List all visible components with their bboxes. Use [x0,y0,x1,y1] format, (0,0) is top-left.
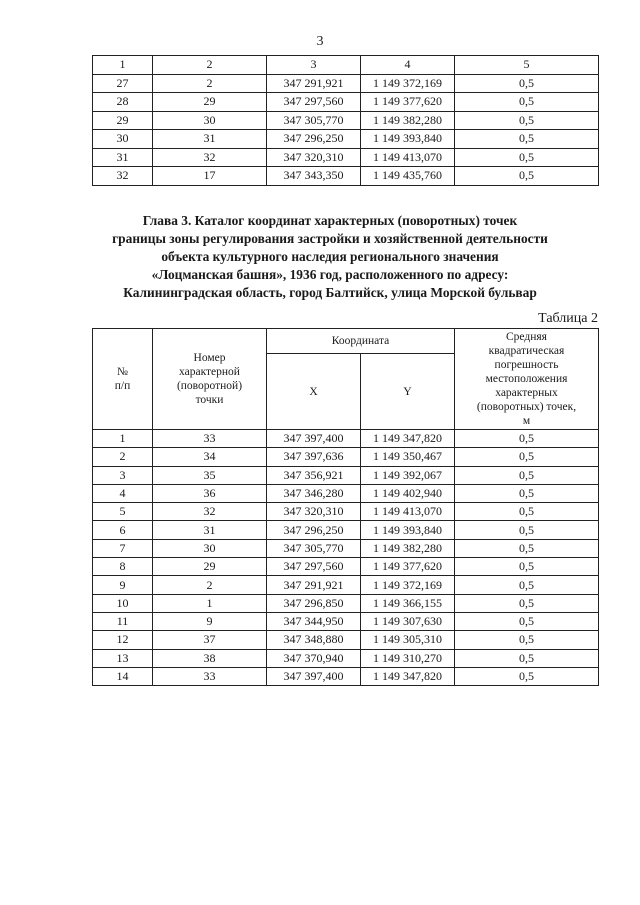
table-cell: 0,5 [455,576,599,594]
table-cell: 32 [153,148,267,167]
table-cell: 0,5 [455,484,599,502]
table-cell: 347 296,850 [267,594,361,612]
table-row [93,130,599,149]
table-cell: 1 149 377,620 [361,93,455,112]
table-cell: 0,5 [455,667,599,685]
table-cell: 1 149 366,155 [361,594,455,612]
table-cell: 0,5 [455,631,599,649]
table-cell: 2 [153,74,267,93]
table-cell: 2 [153,576,267,594]
table-cell: 1 149 347,820 [361,667,455,685]
table-cell: 347 356,921 [267,466,361,484]
table-cell: 347 397,400 [267,667,361,685]
table-cell: 28 [93,93,153,112]
table-cell: 1 149 310,270 [361,649,455,667]
table-cell: 1 149 377,620 [361,558,455,576]
table-row [93,576,599,594]
header-number: № п/п [93,329,153,430]
table-cell: 13 [93,649,153,667]
table-cell: 347 370,940 [267,649,361,667]
table-cell: 347 348,880 [267,631,361,649]
table-cell: 0,5 [455,521,599,539]
table-cell: 0,5 [455,558,599,576]
table-header-row [93,56,599,75]
table-cell: 33 [153,430,267,448]
table-header-cell: 3 [267,56,361,75]
table-cell: 30 [153,539,267,557]
heading-line: границы зоны регулирования застройки и хозяйственной деятельности [112,231,548,246]
table-cell: 0,5 [455,649,599,667]
table-cell: 35 [153,466,267,484]
table-cell: 1 149 305,310 [361,631,455,649]
table-cell: 0,5 [455,148,599,167]
table-cell: 27 [93,74,153,93]
header-x: X [267,354,361,430]
table-cell: 34 [153,448,267,466]
table-cell: 29 [93,111,153,130]
table-cell: 347 320,310 [267,503,361,521]
table-header-cell: 4 [361,56,455,75]
table-cell: 347 397,400 [267,430,361,448]
table-cell: 1 149 393,840 [361,521,455,539]
table-cell: 1 149 372,169 [361,74,455,93]
table-row [93,111,599,130]
table-cell: 347 296,250 [267,521,361,539]
table-cell: 0,5 [455,74,599,93]
table-cell: 12 [93,631,153,649]
table-cell: 347 320,310 [267,148,361,167]
table-row [93,649,599,667]
table-header-cell: 5 [455,56,599,75]
table-cell: 0,5 [455,430,599,448]
table-cell: 37 [153,631,267,649]
table-cell: 0,5 [455,93,599,112]
table-row [93,558,599,576]
table-cell: 1 149 393,840 [361,130,455,149]
table-cell: 1 149 350,467 [361,448,455,466]
table-cell: 11 [93,612,153,630]
table-cell: 0,5 [455,466,599,484]
table-cell: 2 [93,448,153,466]
table-cell: 347 296,250 [267,130,361,149]
heading-line: «Лоцманская башня», 1936 год, расположенного по адресу: [151,267,509,282]
table-cell: 0,5 [455,539,599,557]
table-cell: 347 305,770 [267,539,361,557]
table-cell: 1 [93,430,153,448]
table-cell: 38 [153,649,267,667]
coordinates-table [92,328,599,686]
chapter-heading [60,212,600,302]
table-header-cell: 2 [153,56,267,75]
table-cell: 31 [153,130,267,149]
table-row [93,167,599,186]
table-row [93,521,599,539]
table-row [93,594,599,612]
table-cell: 1 149 372,169 [361,576,455,594]
table-cell: 347 291,921 [267,74,361,93]
table-row [93,631,599,649]
table-cell: 3 [93,466,153,484]
table-row [93,503,599,521]
heading-line: Глава 3. Каталог координат характерных (поворотных) точек [142,213,518,228]
table-cell: 347 344,950 [267,612,361,630]
table-cell: 1 149 392,067 [361,466,455,484]
table-cell: 347 397,636 [267,448,361,466]
table-row [93,448,599,466]
table-cell: 347 346,280 [267,484,361,502]
table-row [93,612,599,630]
table-cell: 347 297,560 [267,93,361,112]
table-cell: 1 149 307,630 [361,612,455,630]
table-row [93,148,599,167]
table-cell: 1 149 402,940 [361,484,455,502]
header-point-number: Номер характерной (поворотной) точки [153,329,267,430]
page-number: 3 [316,34,324,49]
table-row [93,74,599,93]
table-cell: 347 305,770 [267,111,361,130]
table-cell: 1 149 435,760 [361,167,455,186]
header-coordinate: Координата [267,329,455,354]
table-cell: 1 [153,594,267,612]
table-cell: 31 [93,148,153,167]
table-cell: 1 149 382,280 [361,111,455,130]
table-cell: 7 [93,539,153,557]
table-cell: 14 [93,667,153,685]
table-cell: 1 149 413,070 [361,503,455,521]
table-cell: 29 [153,93,267,112]
table-row [93,430,599,448]
table-cell: 30 [153,111,267,130]
header-y: Y [361,354,455,430]
table-cell: 5 [93,503,153,521]
table-cell: 10 [93,594,153,612]
table-cell: 9 [93,576,153,594]
table-cell: 0,5 [455,612,599,630]
table-row [93,667,599,685]
table-cell: 0,5 [455,167,599,186]
table-row [93,484,599,502]
table-cell: 32 [153,503,267,521]
table-cell: 347 291,921 [267,576,361,594]
table-cell: 0,5 [455,448,599,466]
table-cell: 0,5 [455,111,599,130]
table-row [93,93,599,112]
table-cell: 29 [153,558,267,576]
table-cell: 347 343,350 [267,167,361,186]
table-cell: 0,5 [455,503,599,521]
heading-line: объекта культурного наследия регионального значения [161,249,499,264]
coordinates-table-continuation [92,55,599,186]
table-cell: 33 [153,667,267,685]
table-cell: 1 149 382,280 [361,539,455,557]
table-row [93,539,599,557]
header-error: Средняя квадратическая погрешность местоположения характерных (поворотных) точек, м [455,329,599,430]
table-cell: 8 [93,558,153,576]
table-row [93,466,599,484]
heading-line: Калининградская область, город Балтийск, улица Морской бульвар [123,285,537,300]
table-cell: 30 [93,130,153,149]
table-cell: 1 149 413,070 [361,148,455,167]
table-caption: Таблица 2 [538,311,598,326]
table-cell: 9 [153,612,267,630]
table-header-cell: 1 [93,56,153,75]
table-cell: 31 [153,521,267,539]
table-cell: 0,5 [455,594,599,612]
table-cell: 36 [153,484,267,502]
table-cell: 0,5 [455,130,599,149]
table-cell: 17 [153,167,267,186]
table-cell: 347 297,560 [267,558,361,576]
table-cell: 1 149 347,820 [361,430,455,448]
table-cell: 4 [93,484,153,502]
table-cell: 6 [93,521,153,539]
table-cell: 32 [93,167,153,186]
